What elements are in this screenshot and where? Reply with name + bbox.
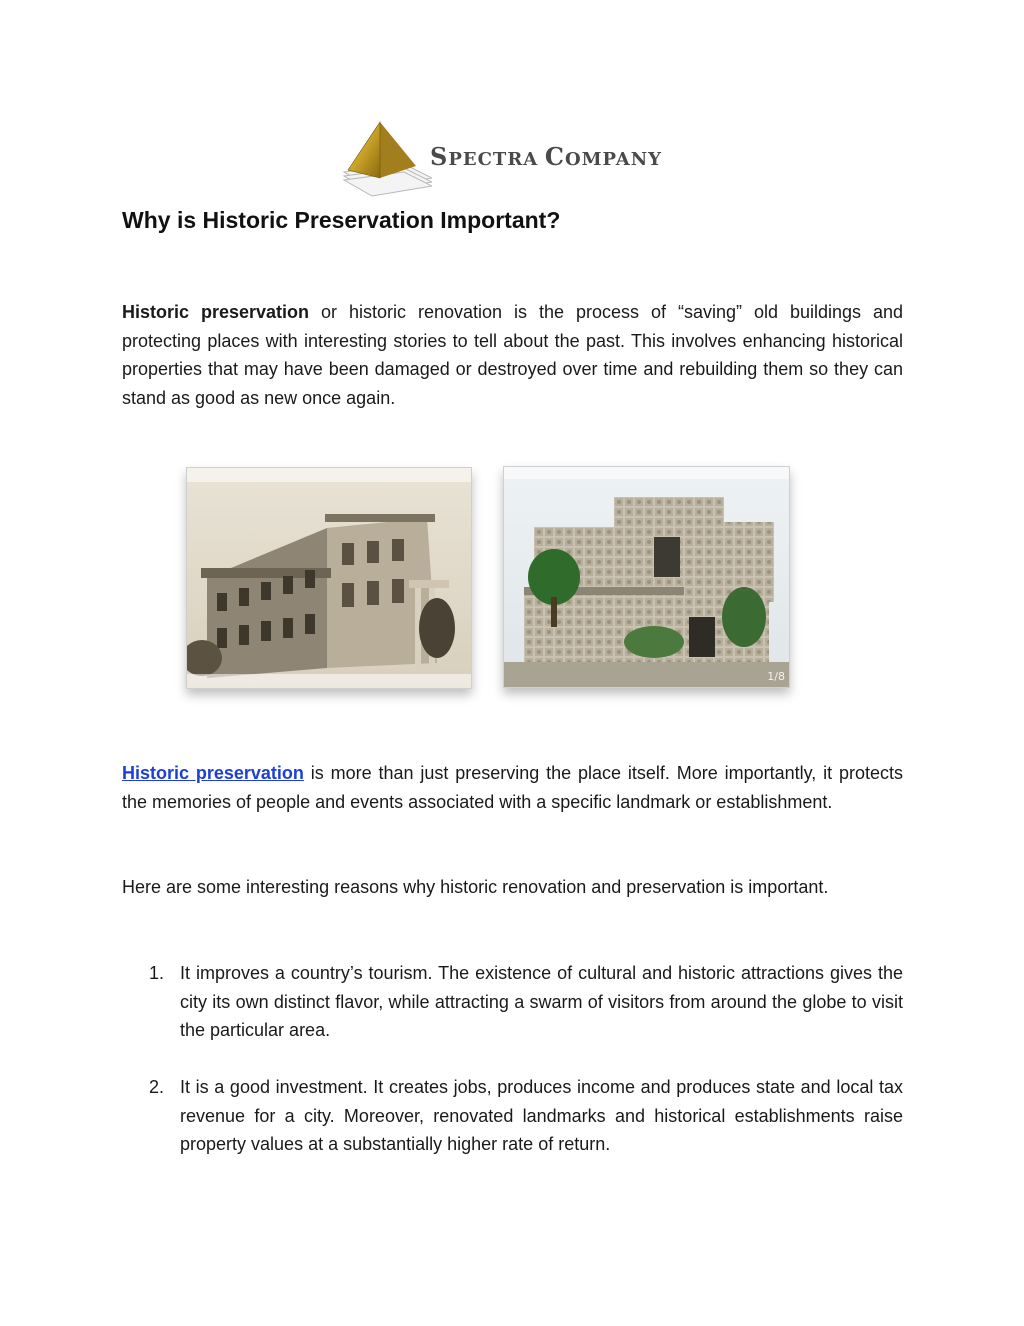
intro-text: or historic renovation is the process of “saving” old buildings and protecting places with interesting stories to tell about the past. This involves enhancing historical properties that may have been damaged or destroyed over time and rebuilding them so they can stand as good as new once again. [122, 302, 904, 408]
list-item-text: It is a good investment. It creates jobs, produces income and produces state and local tax revenue for a city. Moreover, renovated landmarks and historical establishments raise property values at a substantially higher rate of return. [180, 1077, 903, 1155]
pyramid-logo-icon [342, 118, 432, 198]
stone-block-building-photo [503, 466, 790, 688]
reasons-list-first [122, 959, 903, 1045]
reasons-list-second [122, 1073, 903, 1159]
page-title: Why is Historic Preservation Important? [122, 207, 561, 233]
list-item-number: 2. [149, 1077, 165, 1097]
slide-counter: 1/8 [767, 670, 785, 683]
intro-bold-lead: Historic preservation [122, 302, 310, 322]
list-item [122, 959, 903, 1045]
memories-text: is more than just preserving the place itself. More importantly, it protects the memories of people and events associated with a specific landmark or establishment. [122, 763, 904, 812]
memories-paragraph [122, 759, 903, 816]
company-logo-wordmark: SPECTRA COMPANY [430, 142, 663, 171]
company-logo [342, 118, 682, 198]
intro-paragraph [122, 298, 903, 412]
list-item-text: It improves a country’s tourism. The existence of cultural and historic attractions gives the city its own distinct flavor, while attracting a swarm of visitors from around the globe to visit the particular area. [180, 963, 903, 1041]
historic-preservation-link[interactable]: Historic preservation [122, 763, 304, 783]
list-item [122, 1073, 903, 1159]
sepia-historic-building-photo [186, 467, 472, 689]
list-item-number: 1. [149, 963, 165, 983]
reasons-intro: Here are some interesting reasons why historic renovation and preservation is important. [122, 877, 829, 897]
